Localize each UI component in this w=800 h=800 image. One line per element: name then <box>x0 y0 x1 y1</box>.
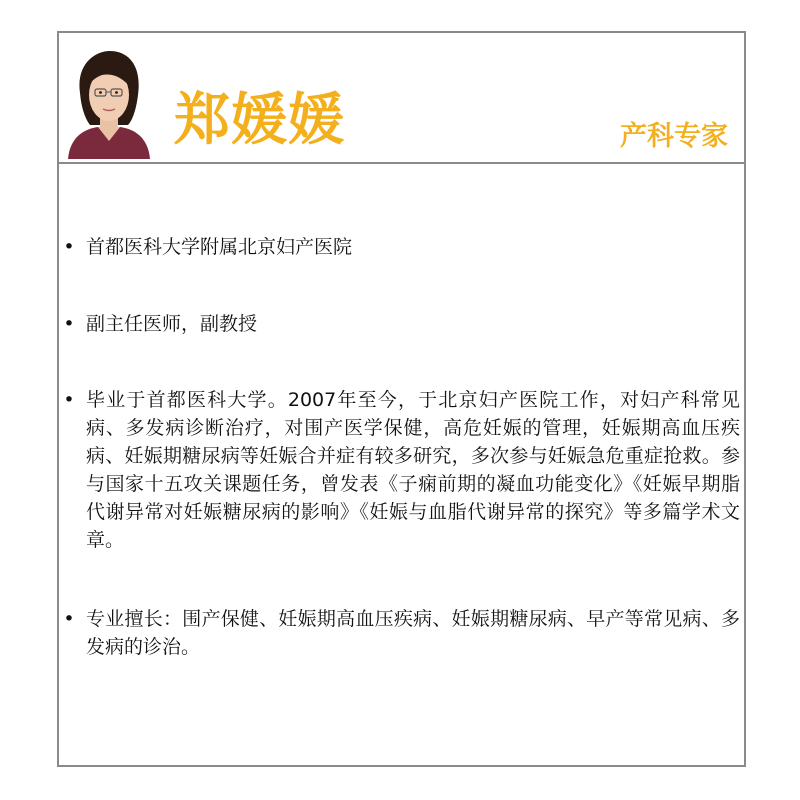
bullet-dot-icon: • <box>63 313 75 335</box>
bullet-dot-icon: • <box>63 608 75 630</box>
doctor-portrait-icon <box>62 45 154 159</box>
profile-header <box>59 33 744 164</box>
bullet-text: 毕业于首都医科大学。2007年至今，于北京妇产医院工作，对妇产科常见病、多发病诊断治疗，对围产医学保健，高危妊娠的管理，妊娠期高血压疾病、妊娠期糖尿病等妊娠合并症有较多研究，多次参与妊娠急危重症抢救。参与国家十五攻关课题任务，曾发表《子痫前期的凝血功能变化》《妊娠早期脂代谢异常对妊娠糖尿病的影响》《妊娠与血脂代谢异常的探究》等多篇学术文章。 <box>86 389 740 551</box>
doctor-title: 产科专家 <box>620 121 728 152</box>
doctor-name: 郑媛媛 <box>174 88 345 153</box>
doctor-photo <box>62 45 154 159</box>
bullet-dot-icon: • <box>63 389 75 411</box>
bullet-text: 副主任医师，副教授 <box>86 313 258 335</box>
bullet-text: 首都医科大学附属北京妇产医院 <box>86 236 353 258</box>
bullet-dot-icon: • <box>63 236 75 258</box>
bullet-text: 专业擅长：围产保健、妊娠期高血压疾病、妊娠期糖尿病、早产等常见病、多发病的诊治。 <box>86 608 740 658</box>
doctor-profile-card <box>57 31 746 767</box>
